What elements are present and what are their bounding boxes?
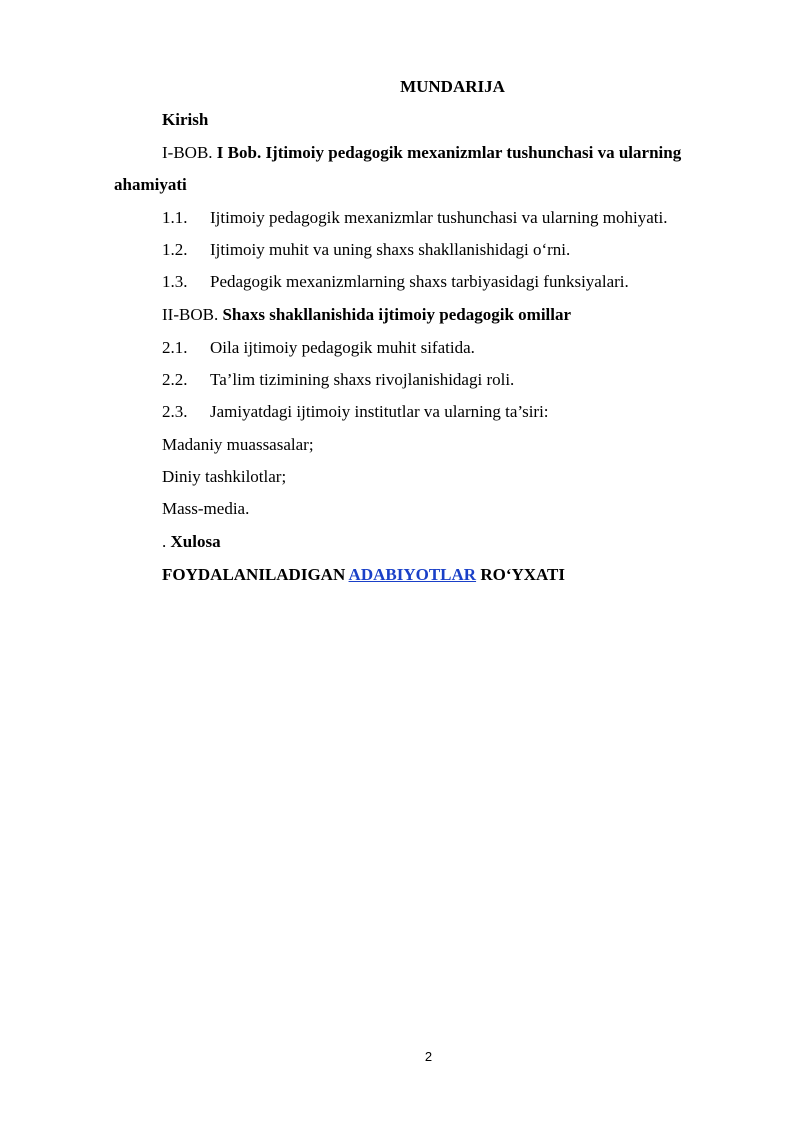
chapter-1-prefix: I-BOB. bbox=[162, 143, 217, 162]
chapter-2-prefix: II-BOB. bbox=[162, 305, 223, 324]
toc-intro: Kirish bbox=[162, 110, 209, 129]
chapter-1-title: I Bob. Ijtimoiy pedagogik mexanizmlar tushunchasi va ularning bbox=[216, 143, 682, 162]
section-title: Ijtimoiy pedagogik mexanizmlar tushunchasi va ularning mohiyati. bbox=[210, 208, 668, 227]
section-number: 2.3. bbox=[162, 402, 188, 421]
section-number: 1.2. bbox=[162, 240, 188, 259]
toc-subitem-religious: Diniy tashkilotlar; bbox=[162, 467, 287, 486]
section-number: 1.3. bbox=[162, 272, 188, 291]
toc-section-1-2 bbox=[162, 240, 570, 260]
section-title: Ta’lim tizimining shaxs rivojlanishidagi roli. bbox=[210, 370, 515, 389]
toc-subitem-cultural: Madaniy muassasalar; bbox=[162, 435, 314, 454]
chapter-2-title: Shaxs shakllanishida ijtimoiy pedagogik omillar bbox=[222, 305, 572, 324]
toc-section-1-3 bbox=[162, 272, 629, 292]
section-title: Ijtimoiy muhit va uning shaxs shakllanishidagi o‘rni. bbox=[210, 240, 571, 259]
references-link[interactable]: ADABIYOTLAR bbox=[348, 565, 477, 584]
toc-section-2-3 bbox=[162, 402, 549, 422]
toc-conclusion bbox=[162, 532, 221, 552]
references-before: FOYDALANILADIGAN bbox=[162, 565, 349, 584]
chapter-1-title-continued: ahamiyati bbox=[114, 175, 187, 194]
section-title: Pedagogik mexanizmlarning shaxs tarbiyasidagi funksiyalari. bbox=[210, 272, 629, 291]
toc-chapter-2 bbox=[162, 305, 571, 325]
section-number: 2.1. bbox=[162, 338, 188, 357]
section-title: Jamiyatdagi ijtimoiy institutlar va ularning ta’siri: bbox=[210, 402, 549, 421]
page-title: MUNDARIJA bbox=[400, 77, 505, 96]
conclusion-title: Xulosa bbox=[170, 532, 221, 551]
toc-chapter-1 bbox=[162, 143, 681, 163]
conclusion-prefix: . bbox=[162, 532, 171, 551]
toc-references bbox=[162, 565, 565, 585]
toc-subitem-media: Mass-media. bbox=[162, 499, 250, 518]
references-after: RO‘YXATI bbox=[476, 565, 566, 584]
section-number: 1.1. bbox=[162, 208, 188, 227]
section-number: 2.2. bbox=[162, 370, 188, 389]
toc-section-2-1 bbox=[162, 338, 475, 358]
section-title: Oila ijtimoiy pedagogik muhit sifatida. bbox=[210, 338, 475, 357]
toc-section-2-2 bbox=[162, 370, 514, 390]
page-number: 2 bbox=[424, 1049, 433, 1064]
toc-section-1-1 bbox=[162, 208, 667, 228]
